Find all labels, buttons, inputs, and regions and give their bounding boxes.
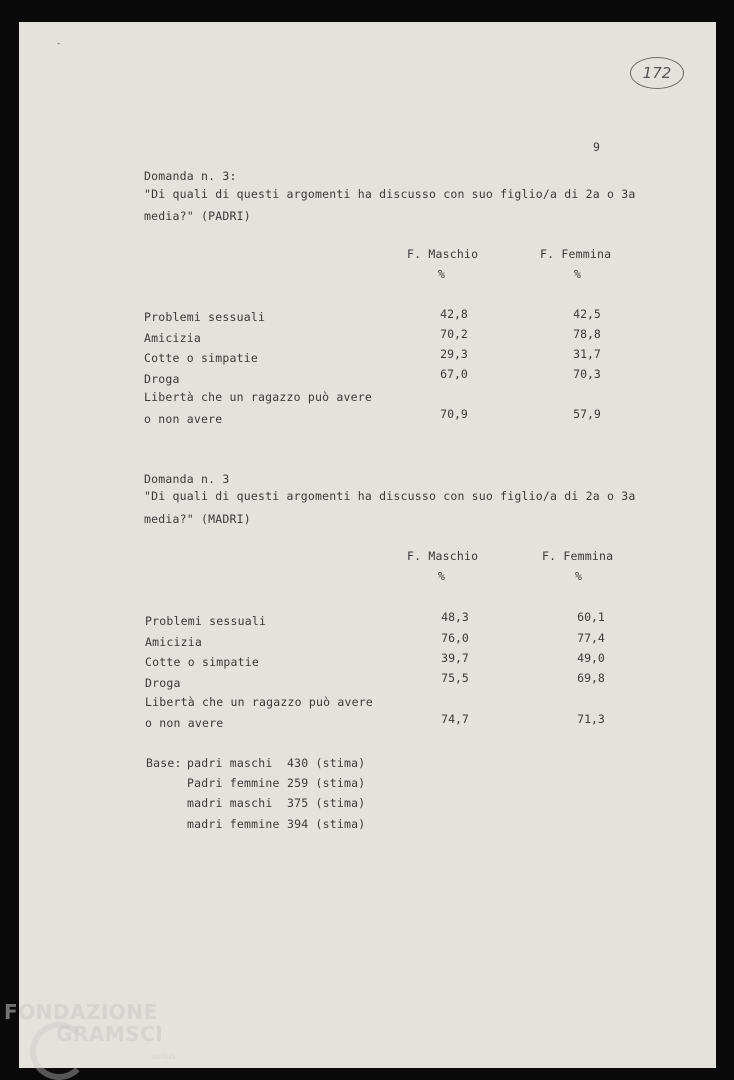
section1-row-label: Cotte o simpatie bbox=[144, 351, 258, 365]
section2-col-header-male: F. Maschio bbox=[407, 549, 479, 563]
section1-row-label: Problemi sessuali bbox=[144, 310, 266, 324]
watermark-line3: onlus bbox=[152, 1052, 177, 1062]
section1-col-unit-female: % bbox=[574, 267, 582, 281]
section1-row-value-female: 31,7 bbox=[573, 347, 601, 361]
section1-col-header-male: F. Maschio bbox=[407, 247, 479, 261]
watermark-line2: GRAMSCI bbox=[56, 1022, 164, 1046]
section2-row-value-female: 71,3 bbox=[577, 712, 605, 726]
section1-row-value-male: 42,8 bbox=[440, 307, 468, 321]
section1-row-value-female: 78,8 bbox=[573, 327, 601, 341]
section2-col-header-female: F. Femmina bbox=[542, 549, 614, 563]
page-number: 9 bbox=[593, 140, 601, 154]
section1-col-unit-male: % bbox=[438, 267, 446, 281]
section2-row-label: Droga bbox=[145, 676, 181, 690]
section1-row-label-cont: o non avere bbox=[144, 412, 223, 426]
section2-row-label: Amicizia bbox=[145, 635, 202, 649]
section2-row-value-male: 39,7 bbox=[441, 651, 469, 665]
section2-row-value-female: 49,0 bbox=[577, 651, 605, 665]
corner-mark: - bbox=[56, 39, 62, 49]
section1-col-header-female: F. Femmina bbox=[540, 247, 612, 261]
base-item-label: padri maschi bbox=[187, 756, 273, 770]
section1-row-value-female: 42,5 bbox=[573, 307, 601, 321]
section1-row-value-male: 67,0 bbox=[440, 367, 468, 381]
section2-question-line2: media?" (MADRI) bbox=[144, 512, 251, 526]
document-page bbox=[19, 22, 716, 1068]
section1-row-value-female: 70,3 bbox=[573, 367, 601, 381]
section2-heading: Domanda n. 3 bbox=[144, 472, 230, 486]
section1-row-label: Amicizia bbox=[144, 331, 201, 345]
watermark-line1: FONDAZIONE bbox=[4, 1000, 158, 1024]
base-item-value: 430 (stima) bbox=[287, 756, 366, 770]
section1-row-value-male: 70,2 bbox=[440, 327, 468, 341]
base-prefix: Base: bbox=[146, 756, 182, 770]
section2-row-value-male: 48,3 bbox=[441, 610, 469, 624]
section2-row-value-male: 75,5 bbox=[441, 671, 469, 685]
section2-row-value-male: 74,7 bbox=[441, 712, 469, 726]
section2-row-label: Libertà che un ragazzo può avere bbox=[145, 695, 373, 709]
handwritten-page-number: 172 bbox=[630, 57, 684, 89]
section1-row-value-female: 57,9 bbox=[573, 407, 601, 421]
section1-heading: Domanda n. 3: bbox=[144, 169, 237, 183]
section2-row-label-cont: o non avere bbox=[145, 716, 224, 730]
base-item-value: 375 (stima) bbox=[287, 796, 366, 810]
section2-row-label: Cotte o simpatie bbox=[145, 655, 259, 669]
section2-col-unit-male: % bbox=[438, 569, 446, 583]
section1-row-label: Droga bbox=[144, 372, 180, 386]
section2-row-value-female: 69,8 bbox=[577, 671, 605, 685]
section2-row-value-female: 60,1 bbox=[577, 610, 605, 624]
fondazione-gramsci-watermark bbox=[4, 1000, 194, 1078]
section2-row-label: Problemi sessuali bbox=[145, 614, 267, 628]
section2-row-value-male: 76,0 bbox=[441, 631, 469, 645]
section1-question-line1: "Di quali di questi argomenti ha discusso con suo figlio/a di 2a o 3a bbox=[144, 187, 636, 201]
section2-col-unit-female: % bbox=[575, 569, 583, 583]
base-item-value: 394 (stima) bbox=[287, 817, 366, 831]
base-item-value: 259 (stima) bbox=[287, 776, 366, 790]
section1-row-value-male: 29,3 bbox=[440, 347, 468, 361]
base-item-label: madri maschi bbox=[187, 796, 273, 810]
section2-row-value-female: 77,4 bbox=[577, 631, 605, 645]
section1-row-label: Libertà che un ragazzo può avere bbox=[144, 390, 372, 404]
section1-row-value-male: 70,9 bbox=[440, 407, 468, 421]
section2-question-line1: "Di quali di questi argomenti ha discusso con suo figlio/a di 2a o 3a bbox=[144, 489, 636, 503]
base-item-label: madri femmine bbox=[187, 817, 280, 831]
base-item-label: Padri femmine bbox=[187, 776, 280, 790]
section1-question-line2: media?" (PADRI) bbox=[144, 209, 251, 223]
